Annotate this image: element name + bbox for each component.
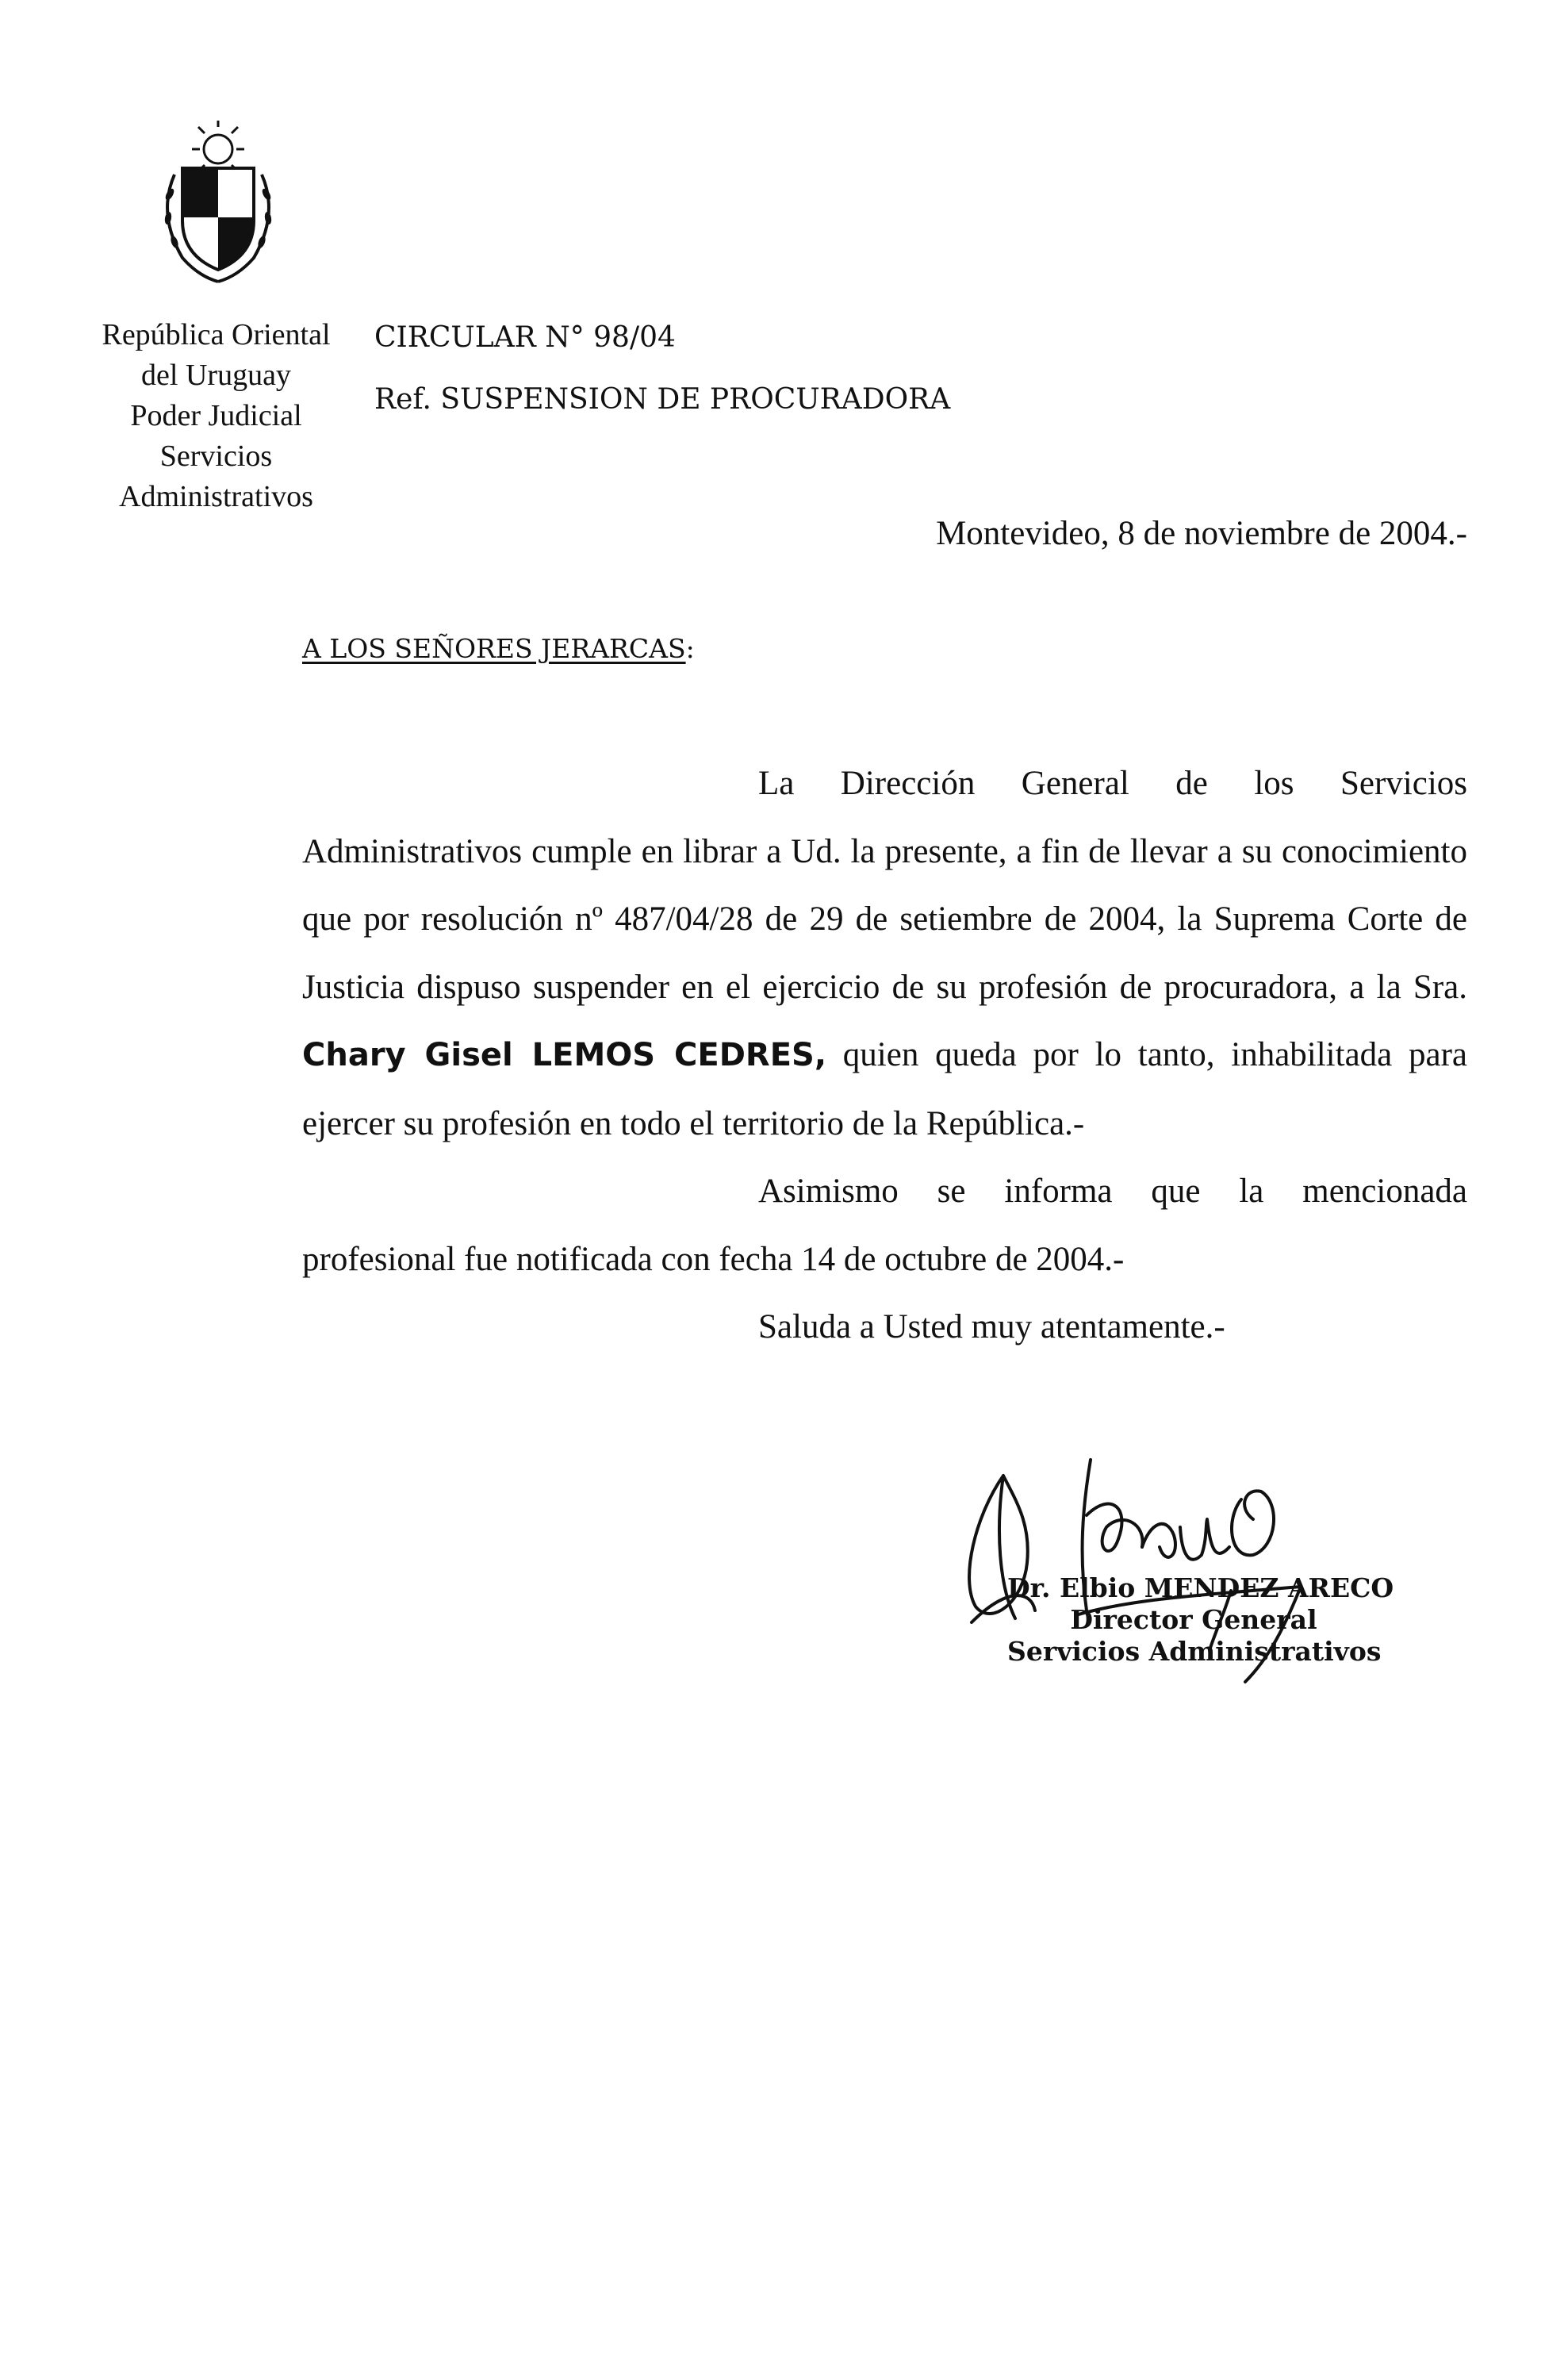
body-paragraph xyxy=(302,750,1467,1157)
letterhead-line: del Uruguay xyxy=(141,359,291,392)
letterhead-line: República Oriental xyxy=(102,318,331,351)
letter-body xyxy=(302,750,1467,1361)
institution-letterhead xyxy=(79,315,353,517)
salutation-text: A LOS SEÑORES JERARCAS xyxy=(302,633,686,664)
body-text: quien queda por lo tanto, inhabilitada para ejercer su profesión en todo el territorio de la República.- xyxy=(302,1036,1467,1142)
circular-number: CIRCULAR N° 98/04 xyxy=(374,321,676,354)
salutation-colon: : xyxy=(685,633,695,664)
signatory-title: Director General xyxy=(1070,1604,1317,1635)
signatory-office: Servicios Administrativos xyxy=(1007,1636,1382,1667)
body-paragraph: Asimismo se informa que la mencionada profesional fue notificada con fecha 14 de octubre de 2004.- xyxy=(302,1173,1467,1278)
closing-paragraph: Saluda a Usted muy atentamente.- xyxy=(758,1308,1225,1345)
letterhead-line: Administrativos xyxy=(119,480,313,513)
letterhead-line: Servicios xyxy=(159,440,273,473)
letterhead-line: Poder Judicial xyxy=(130,399,302,432)
coat-of-arms-icon xyxy=(151,119,286,290)
salutation xyxy=(302,633,695,664)
handwritten-signature xyxy=(928,1428,1404,1690)
suspended-person-name: Chary Gisel LEMOS CEDRES, xyxy=(302,1037,827,1073)
letter-date: Montevideo, 8 de noviembre de 2004.- xyxy=(936,515,1467,552)
reference-line: Ref. SUSPENSION DE PROCURADORA xyxy=(374,383,951,416)
body-text: La Dirección General de los Servicios Administrativos cumple en librar a Ud. la presente, a fin de llevar a su conocimiento que por resolución nº 487/04/28 de 29 de setiembre de 2004, la Suprema Corte de Justicia dispuso suspender en el ejercicio de su profesión de procuradora, a la Sra. xyxy=(302,765,1467,1006)
signatory-name: Dr. Elbio MENDEZ ARECO xyxy=(1007,1572,1394,1603)
